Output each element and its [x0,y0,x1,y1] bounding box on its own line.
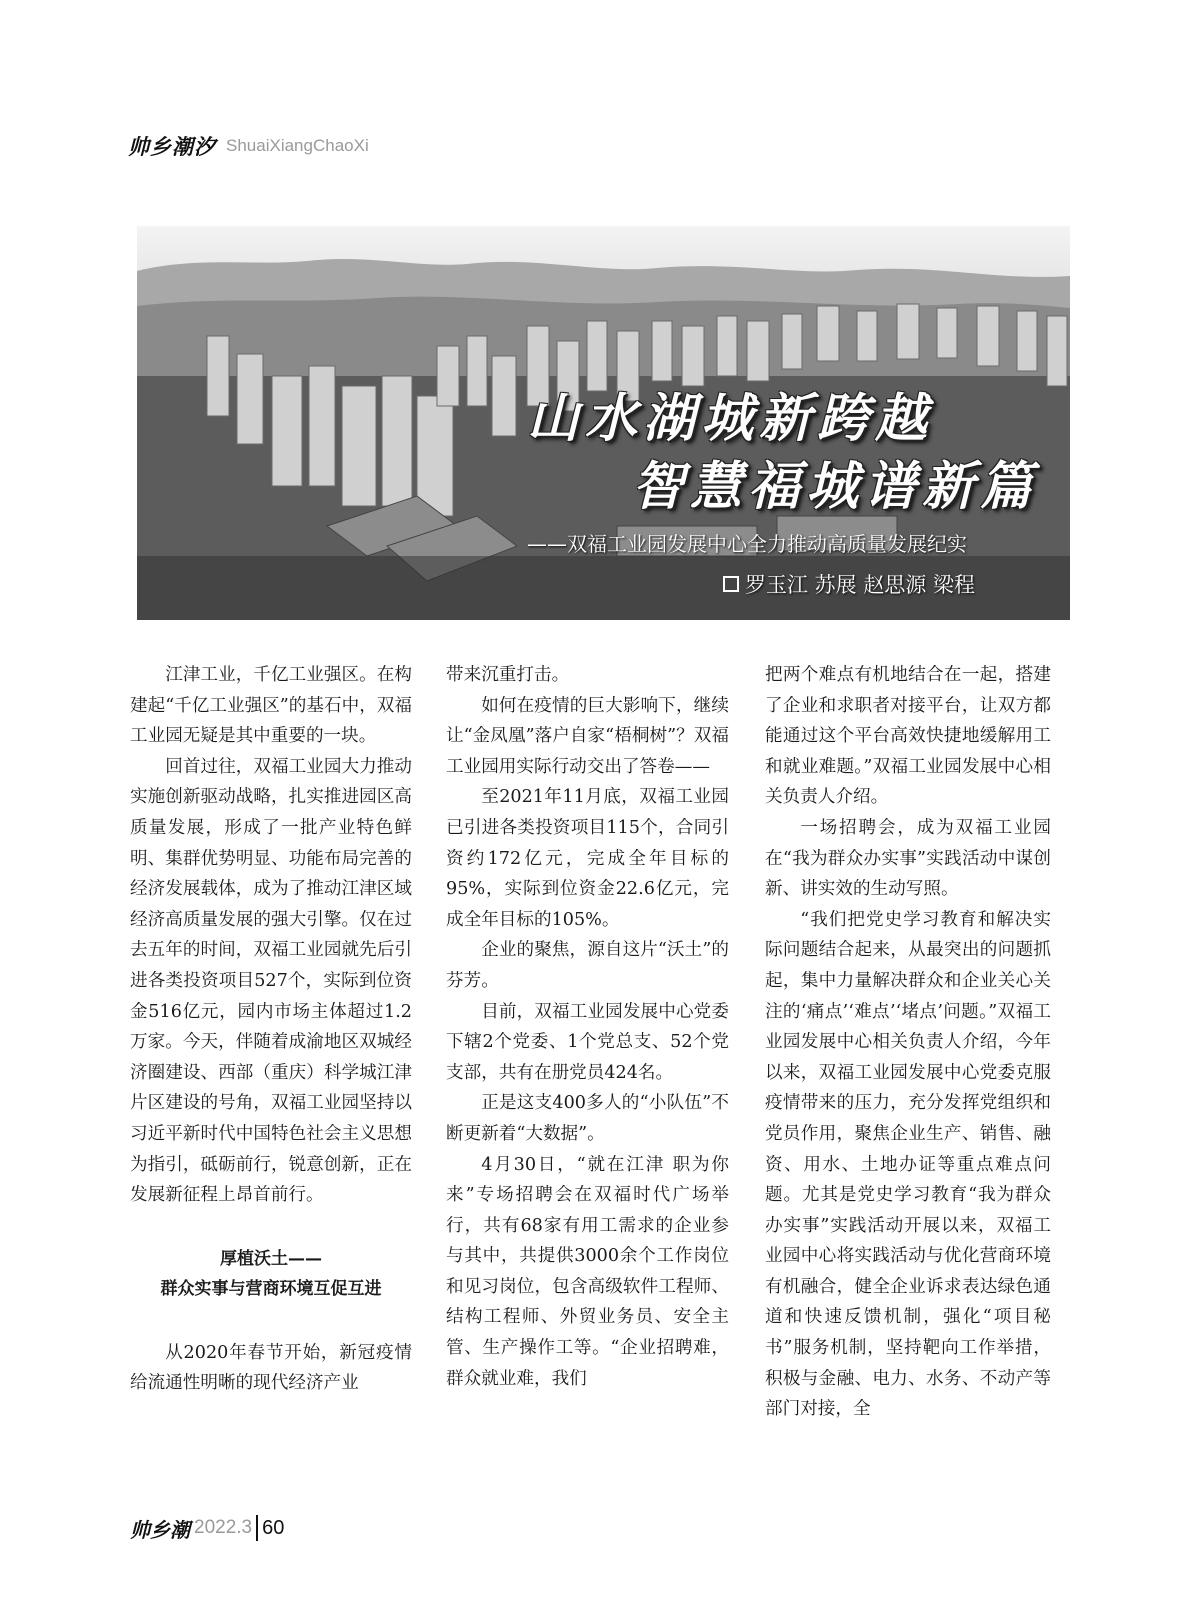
running-header [128,133,369,159]
paragraph: 如何在疫情的巨大影响下，继续让“金凤凰”落户自家“梧桐树”？双福工业园用实际行动交出了答卷—— [446,695,729,777]
paragraph: 把两个难点有机地结合在一起，搭建了企业和求职者对接平台，让双方都能通过这个平台高效快捷地缓解用工和就业难题。”双福工业园发展中心相关负责人介绍。 [765,665,1051,808]
column-name-cn: 帅乡潮汐 [128,135,216,159]
page-footer [130,1514,284,1542]
text-column-1 [130,660,412,1399]
text-column-3 [765,660,1051,1425]
author-names: 罗玉江 苏展 赵思源 梁程 [744,573,975,597]
paragraph: 4月30日，“就在江津 职为你来”专场招聘会在双福时代广场举行，共有68家有用工需求的企业参与其中，共提供3000余个工作岗位和见习岗位，包含高级软件工程师、结构工程师、外贸业务员、安全主管、生产操作工等。“企业招聘难，群众就业难，我们 [446,1154,729,1389]
article-title-line2: 智慧福城谱新篇 [632,456,1039,517]
paragraph: 一场招聘会，成为双福工业园在“我为群众办实事”实践活动中谋创新、讲实效的生动写照。 [765,817,1051,900]
article-subtitle: ——双福工业园发展中心全力推动高质量发展纪实 [527,532,967,556]
page-number: 60 [256,1515,284,1541]
paragraph: 带来沉重打击。 [446,665,570,685]
hero-banner [137,226,1070,620]
column-name-en: ShuaiXiangChaoXi [226,136,369,155]
byline [723,569,975,599]
paragraph: 正是这支400多人的“小队伍”不断更新着“大数据”。 [446,1093,729,1144]
paragraph: 江津工业，千亿工业强区。在构建起“千亿工业强区”的基石中，双福工业园无疑是其中重要的一块。 [130,665,412,747]
section-heading-line2: 群众实事与营商环境互促互进 [160,1279,382,1300]
paragraph: 目前，双福工业园发展中心党委下辖2个党委、1个党总支、52个党支部，共有在册党员424名。 [446,1001,729,1083]
paragraph: 至2021年11月底，双福工业园已引进各类投资项目115个，合同引资约172亿元，完成全年目标的95%，实际到位资金22.6亿元，完成全年目标的105%。 [446,787,729,930]
magazine-name: 帅乡潮 [130,1517,190,1542]
paragraph: “我们把党史学习教育和解决实际问题结合起来，从最突出的问题抓起，集中力量解决群众和企业关心关注的‘痛点’‘难点’‘堵点’问题。”双福工业园发展中心相关负责人介绍，今年以来，双福工业园发展中心党委克服疫情带来的压力，充分发挥党组织和党员作用，聚焦企业生产、销售、融资、用水、土地办证等重点难点问题。尤其是党史学习教育“我为群众办实事”实践活动开展以来，双福工业园中心将实践活动与优化营商环境有机融合，健全企业诉求表达绿色通道和快速反馈机制，强化“项目秘书”服务机制，坚持靶向工作举措，积极与金融、电力、水务、不动产等部门对接，全 [765,909,1051,1420]
paragraph: 从2020年春节开始，新冠疫情给流通性明晰的现代经济产业 [130,1342,412,1394]
text-column-2 [446,660,729,1394]
byline-square-icon [723,576,739,592]
paragraph: 企业的聚焦，源自这片“沃土”的芬芳。 [446,940,729,991]
paragraph: 回首过往，双福工业园大力推动实施创新驱动战略，扎实推进园区高质量发展，形成了一批产业特色鲜明、集群优势明显、功能布局完善的经济发展载体，成为了推动江津区域经济高质量发展的强大引擎。仅在过去五年的时间，双福工业园就先后引进各类投资项目527个，实际到位资金516亿元，园内市场主体超过1.2万家。今天，伴随着成渝地区双城经济圈建设、西部（重庆）科学城江津片区建设的号角，双福工业园坚持以习近平新时代中国特色社会主义思想为指引，砥砺前行，锐意创新，正在发展新征程上昂首前行。 [130,756,412,1206]
section-heading-line1: 厚植沃土—— [220,1248,322,1269]
issue-number: 2022.3 [194,1517,253,1538]
article-title-line1: 山水湖城新跨越 [527,388,934,449]
